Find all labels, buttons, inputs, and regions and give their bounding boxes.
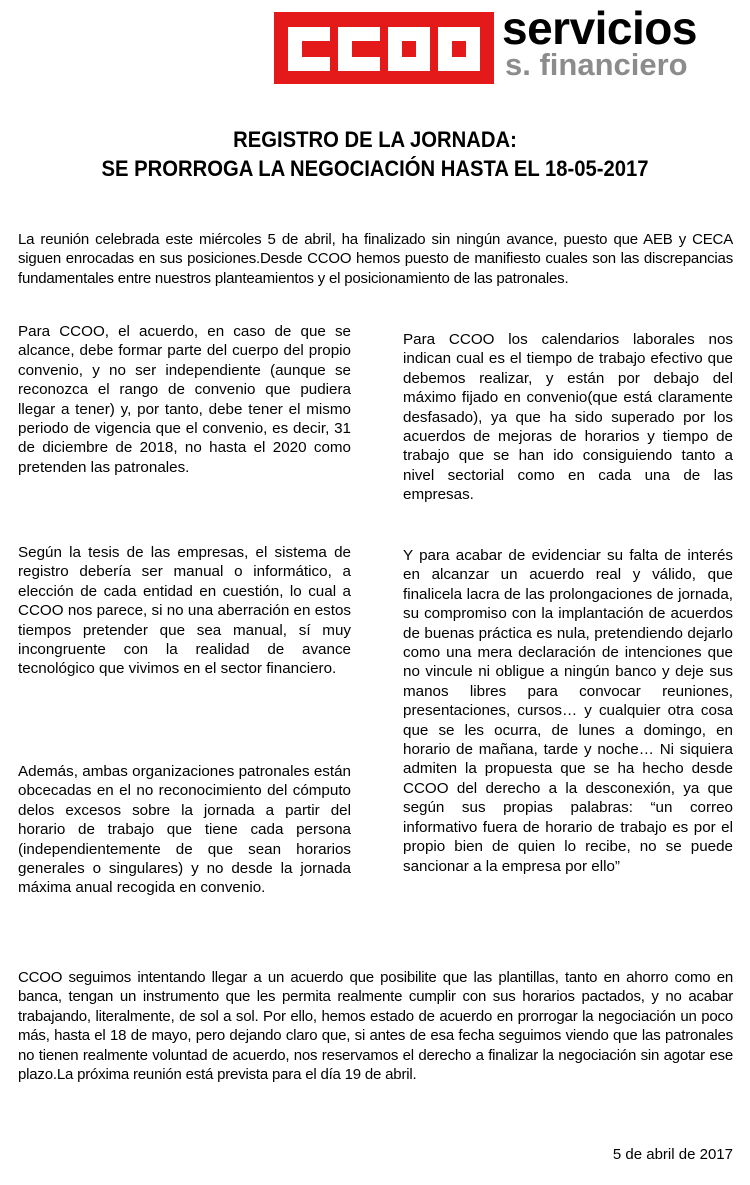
document-date: 5 de abril de 2017 [612, 1146, 733, 1163]
title-line-2: SE PRORROGA LA NEGOCIACIÓN HASTA EL 18-05-2017 [101, 156, 649, 181]
left-paragraph-2: Según la tesis de las empresas, el sistema de registro debería ser manual o informático, a elección de cada entidad en cuestión, lo cual a CCOO nos parece, si no una aberración en estos tiempos pretender que sea manual, sí muy incongruente con la realidad de avance tecnológico que vivimos en el sector financiero. [18, 544, 351, 678]
intro-paragraph: La reunión celebrada este miércoles 5 de abril, ha finalizado sin ningún avance, puesto que AEB y CECA siguen enrocadas en sus posiciones.Desde CCOO hemos puesto de manifiesto cuales son las discrepancias fundamentales entre nuestros planteamientos y el posicionamiento de las patronales. [18, 231, 733, 287]
right-paragraph-2: Y para acabar de evidenciar su falta de interés en alcanzar un acuerdo real y válido, que finalicela lacra de las prolongaciones de jornada, su compromiso con la implantación de acuerdos de buenas práctica es nula, pretendiendo dejarlo como una mera declaración de intenciones que no vincule ni obligue a ningún banco y deje sus manos libres para convocar reuniones, presentaciones, cursos… y cualquier otra cosa que se les ocurra, de lunes a domingo, en horario de mañana, tarde y noche… Ni siquiera admiten la propuesta que se ha hecho desde CCOO del derecho a la desconexión, ya que según sus propias palabras: “un correo informativo fuera de horario de trabajo es por el propio bien de quien lo recibe, no se puede sancionar a la empresa por ello” [403, 547, 733, 875]
ccoo-logo [274, 12, 494, 84]
left-paragraph-3: Además, ambas organizaciones patronales están obcecadas en el no reconocimiento del cómputo delos excesos sobre la jornada a partir del horario de trabajo que tiene cada persona (independientemente de que sean horarios generales o singulares) y no desde la jornada máxima anual recogida en convenio. [18, 763, 351, 897]
right-paragraph-1: Para CCOO los calendarios laborales nos indican cual es el tiempo de trabajo efectivo que debemos realizar, y están por debajo del máximo fijado en convenio(que está claramente desfasado), ya que ha sido superado por los acuerdos de mejoras de horarios y tiempo de trabajo que se han ido consiguiendo tanto a nivel sectorial como en cada una de las empresas. [403, 331, 733, 504]
brand-financiero: s. financiero [505, 47, 688, 82]
logo-letter-c1 [288, 27, 330, 71]
conclusion-paragraph: CCOO seguimos intentando llegar a un acuerdo que posibilite que las plantillas, tanto en ahorro como en banca, tengan un instrumento que les permita realmente cumplir con sus horarios pactados, y no acabar trabajando, literalmente, de sol a sol. Por ello, hemos estado de acuerdo en prorrogar la negociación un poco más, hasta el 18 de mayo, pero dejando claro que, si antes de esa fecha seguimos viendo que las patronales no tienen realmente voluntad de acuerdo, nos reservamos el derecho a finalizar la negociación sin agotar ese plazo.La próxima reunión está prevista para el día 19 de abril. [18, 969, 733, 1084]
brand-servicios: servicios [502, 2, 697, 54]
logo-letter-o1 [388, 27, 430, 71]
logo-letter-o2 [438, 27, 480, 71]
page-title [30, 125, 720, 183]
title-line-1: REGISTRO DE LA JORNADA: [233, 127, 517, 152]
left-paragraph-1: Para CCOO, el acuerdo, en caso de que se alcance, debe formar parte del cuerpo del propio convenio, y no ser independiente (aunque se reconozca el rango de convenio que pudiera llegar a tener) y, por tanto, debe tener el mismo periodo de vigencia que el convenio, es decir, 31 de diciembre de 2018, no hasta el 2020 como pretenden las patronales. [18, 323, 351, 476]
logo-letter-c2 [338, 27, 380, 71]
